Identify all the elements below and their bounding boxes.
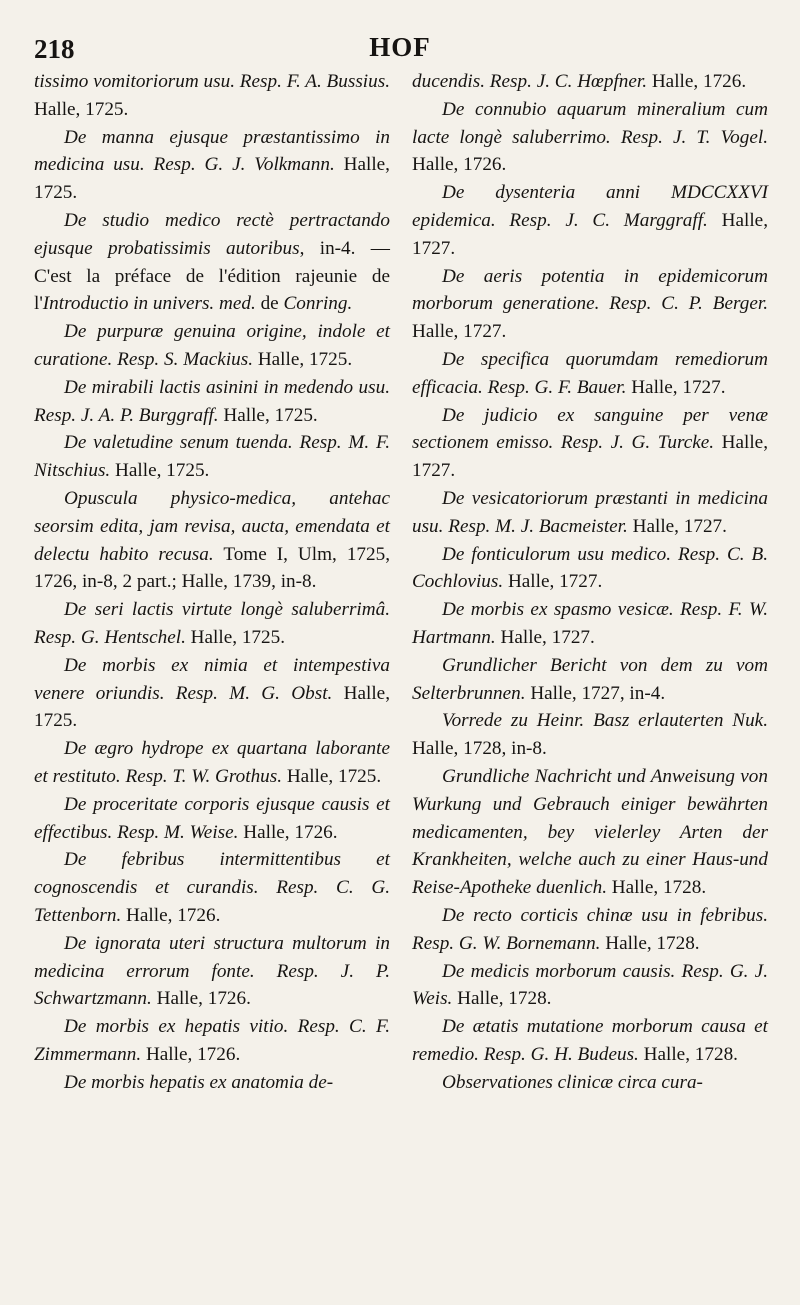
bibliography-entry: De valetudine senum tuenda. Resp. M. F. Nitschius. Halle, 1725. — [34, 432, 390, 482]
bibliography-entry: De studio medico rectè pertractando ejusque probatissimis autoribus, in-4. — C'est la préface de l'édition rajeunie de l'Introductio in univers. med. de Conring. — [34, 209, 390, 315]
bibliography-entry: De dysenteria anni MDCCXXVI epidemica. Resp. J. C. Marggraff. Halle, 1727. — [412, 182, 768, 259]
running-head: HOF — [369, 32, 431, 62]
bibliography-entry: De specifica quorumdam remediorum efficacia. Resp. G. F. Bauer. Halle, 1727. — [412, 348, 768, 398]
bibliography-entry: De morbis ex spasmo vesicæ. Resp. F. W. Hartmann. Halle, 1727. — [412, 599, 768, 648]
left-column — [34, 68, 390, 1096]
bibliography-entry: De mirabili lactis asinini in medendo usu. Resp. J. A. P. Burggraff. Halle, 1725. — [34, 376, 390, 426]
bibliography-entry: De judicio ex sanguine per venæ sectionem emisso. Resp. J. G. Turcke. Halle, 1727. — [412, 404, 768, 482]
bibliography-entry: De morbis hepatis ex anatomia de- — [64, 1071, 334, 1093]
bibliography-entry: ducendis. Resp. J. C. Hœpfner. Halle, 1726. — [412, 71, 747, 92]
bibliography-entry: De vesicatoriorum præstanti in medicina usu. Resp. M. J. Bacmeister. Halle, 1727. — [412, 487, 768, 537]
page-number: 218 — [34, 34, 75, 64]
bibliography-entry: Observationes clinicæ circa cura- — [442, 1071, 703, 1093]
bibliography-entry: De morbis ex nimia et intempestiva venere oriundis. Resp. M. G. Obst. Halle, 1725. — [34, 654, 390, 732]
bibliography-entry: De ignorata uteri structura multorum in medicina errorum fonte. Resp. J. P. Schwartzmann. Halle, 1726. — [34, 932, 390, 1010]
bibliography-entry: Grundlicher Bericht von dem zu vom Selterbrunnen. Halle, 1727, in-4. — [412, 654, 768, 704]
bibliography-entry: De fonticulorum usu medico. Resp. C. B. Cochlovius. Halle, 1727. — [412, 543, 768, 593]
right-column — [412, 68, 768, 1096]
bibliography-entry: De medicis morborum causis. Resp. G. J. Weis. Halle, 1728. — [412, 960, 768, 1010]
bibliography-entry: De recto corticis chinæ usu in febribus. Resp. G. W. Bornemann. Halle, 1728. — [412, 904, 768, 954]
bibliography-entry: De seri lactis virtute longè saluberrimâ. Resp. G. Hentschel. Halle, 1725. — [34, 599, 390, 648]
bibliography-entry: De connubio aquarum mineralium cum lacte longè saluberrimo. Resp. J. T. Vogel. Halle, 1726. — [412, 98, 768, 176]
bibliography-entry: Vorrede zu Heinr. Basz erlauterten Nuk. Halle, 1728, in-8. — [412, 710, 768, 760]
bibliography-entry: tissimo vomitoriorum usu. Resp. F. A. Bussius. Halle, 1725. — [34, 71, 390, 120]
bibliography-entry: De manna ejusque præstantissimo in medicina usu. Resp. G. J. Volkmann. Halle, 1725. — [34, 126, 390, 204]
bibliography-entry: De febribus intermittentibus et cognoscendis et curandis. Resp. C. G. Tettenborn. Halle, 1726. — [34, 849, 390, 926]
bibliography-entry: De aeris potentia in epidemicorum morborum generatione. Resp. C. P. Berger. Halle, 1727. — [412, 265, 768, 343]
bibliography-entry: De morbis ex hepatis vitio. Resp. C. F. Zimmermann. Halle, 1726. — [34, 1016, 390, 1065]
bibliography-entry: Opuscula physico-medica, antehac seorsim edita, jam revisa, aucta, emendata et delectu habito recusa. Tome I, Ulm, 1725, 1726, in-8, 2 part.; Halle, 1739, in-8. — [34, 487, 390, 593]
bibliography-entry: De ætatis mutatione morborum causa et remedio. Resp. G. H. Budeus. Halle, 1728. — [412, 1016, 768, 1065]
bibliography-entry: De ægro hydrope ex quartana laborante et restituto. Resp. T. W. Grothus. Halle, 1725. — [34, 738, 390, 787]
bibliography-entry: De purpuræ genuina origine, indole et curatione. Resp. S. Mackius. Halle, 1725. — [34, 321, 390, 370]
bibliography-entry: Grundliche Nachricht und Anweisung von Wurkung und Gebrauch einiger bewährten medicamenten, bey vielerley Arten der Krankheiten, welche auch zu einer Haus-und Reise-Apotheke duenlich. Halle, 1728. — [412, 765, 768, 899]
bibliography-entry: De proceritate corporis ejusque causis et effectibus. Resp. M. Weise. Halle, 1726. — [34, 793, 390, 843]
